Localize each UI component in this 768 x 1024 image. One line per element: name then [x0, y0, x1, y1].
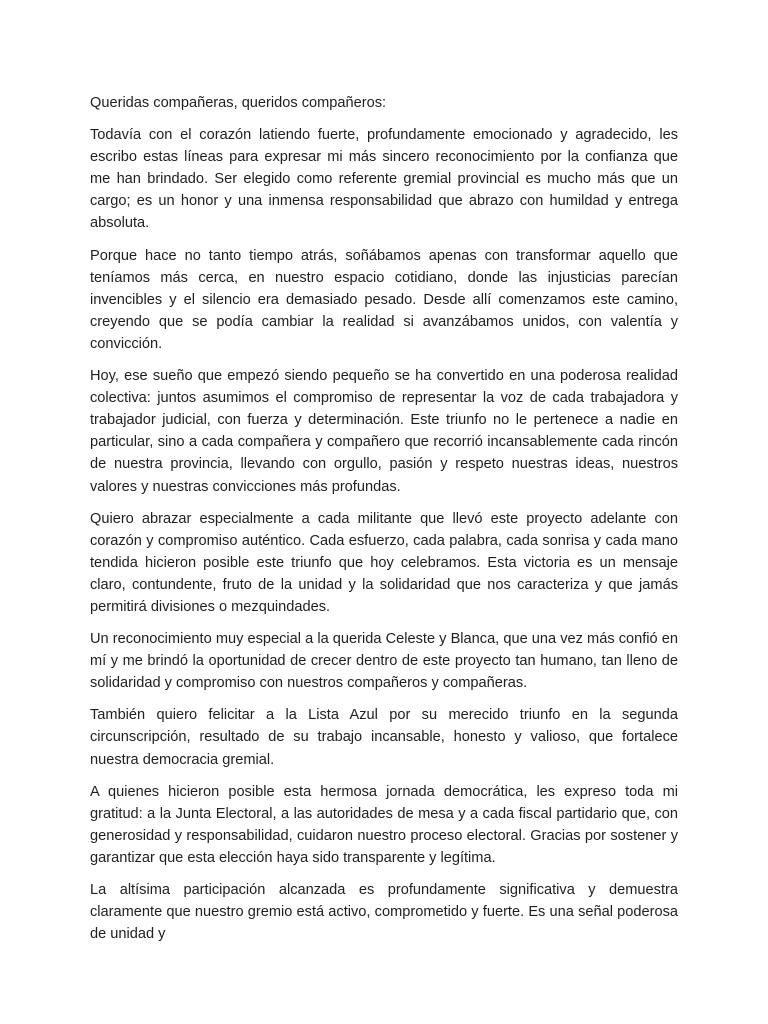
letter-greeting: Queridas compañeras, queridos compañeros: — [90, 95, 387, 111]
letter-body — [90, 92, 678, 955]
paragraph-militantes: Quiero abrazar especialmente a cada militante que llevó este proyecto adelante con corazón y compromiso auténtico. Cada esfuerzo, cada palabra, cada sonrisa y cada mano tendida hicieron posible este triunfo que hoy celebramos. Esta victoria es un mensaje claro, contundente, fruto de la unidad y la solidaridad que nos caracteriza y que jamás permitirá divisiones o mezquindades. — [90, 510, 678, 615]
paragraph-realidad-colectiva: Hoy, ese sueño que empezó siendo pequeño se ha convertido en una poderosa realidad colectiva: juntos asumimos el compromiso de representar la voz de cada trabajadora y trabajador judicial, con fuerza y determinación. Este triunfo no le pertenece a nadie en particular, sino a cada compañera y compañero que recorrió incansablemente cada rincón de nuestra provincia, llevando con orgullo, pasión y respeto nuestras ideas, nuestros valores y nuestras convicciones más profundas. — [90, 368, 678, 495]
paragraph-celeste-blanca: Un reconocimiento muy especial a la querida Celeste y Blanca, que una vez más confió en mí y me brindó la oportunidad de crecer dentro de este proyecto tan humano, tan lleno de solidaridad y compromiso con nuestros compañeros y compañeras. — [90, 631, 678, 692]
paragraph-lista-azul: También quiero felicitar a la Lista Azul por su merecido triunfo en la segunda circunscripción, resultado de su trabajo incansable, honesto y valioso, que fortalece nuestra democracia gremial. — [90, 707, 678, 768]
paragraph-participacion: La altísima participación alcanzada es profundamente significativa y demuestra claramente que nuestro gremio está activo, comprometido y fuerte. Es una señal poderosa de unidad y — [90, 882, 678, 943]
paragraph-camino: Porque hace no tanto tiempo atrás, soñábamos apenas con transformar aquello que teníamos más cerca, en nuestro espacio cotidiano, donde las injusticias parecían invencibles y el silencio era demasiado pesado. Desde allí comenzamos este camino, creyendo que se podía cambiar la realidad si avanzábamos unidos, con valentía y convicción. — [90, 247, 678, 352]
paragraph-gratitud: A quienes hicieron posible esta hermosa jornada democrática, les expreso toda mi gratitud: a la Junta Electoral, a las autoridades de mesa y a cada fiscal partidario que, con generosidad y responsabilidad, cuidaron nuestro proceso electoral. Gracias por sostener y garantizar que esta elección haya sido transparente y legítima. — [90, 783, 678, 866]
paragraph-confianza: Todavía con el corazón latiendo fuerte, profundamente emocionado y agradecido, les escribo estas líneas para expresar mi más sincero reconocimiento por la confianza que me han brindado. Ser elegido como referente gremial provincial es mucho más que un cargo; es un honor y una inmensa responsabilidad que abrazo con humildad y entrega absoluta. — [90, 127, 678, 232]
